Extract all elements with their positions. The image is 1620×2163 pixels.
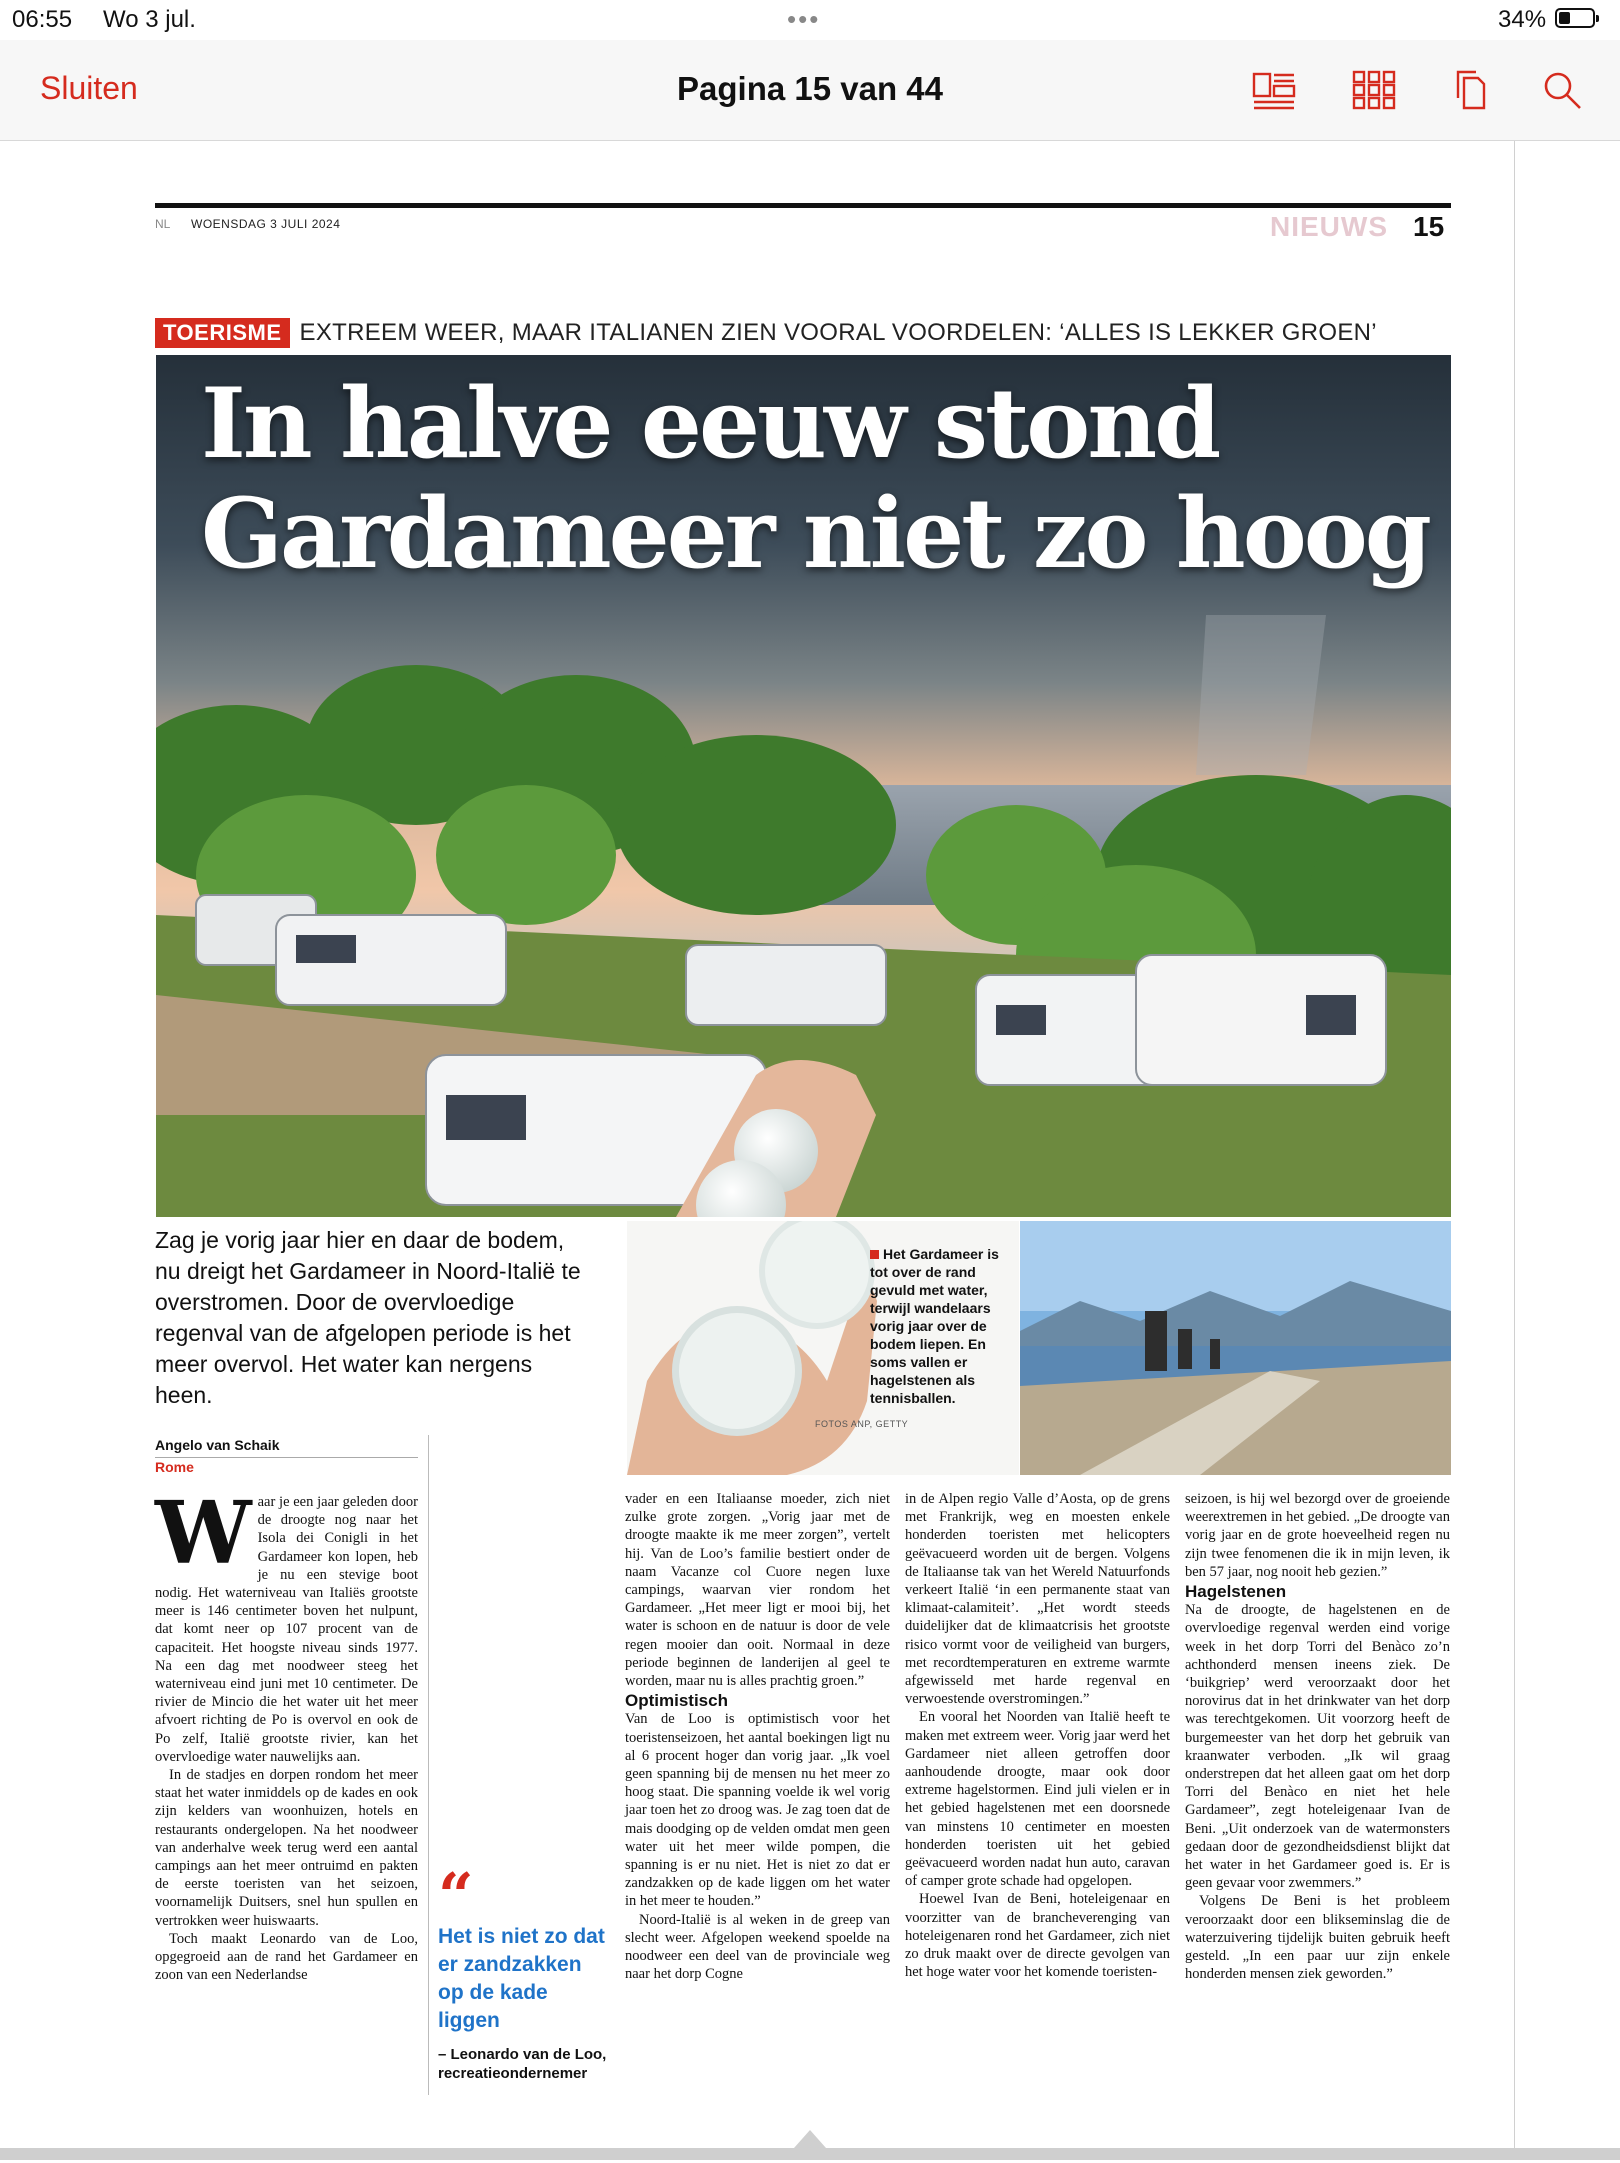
battery-percentage: 34% [1498, 6, 1547, 33]
grid-icon[interactable] [1352, 68, 1396, 112]
newspaper-page [155, 203, 1455, 2163]
layout-icon[interactable] [1252, 68, 1296, 112]
article-column-1 [155, 1483, 418, 1984]
subheading: Hagelstenen [1185, 1582, 1287, 1602]
paragraph: Volgens De Beni is het probleem veroorzaakt door een blikseminslag die de waterzuivering tijdelijk buiten gebruik heeft gesteld. „In een paar uur zijn enkele honderden mensen ziek geworden.” [1185, 1893, 1450, 1983]
column-divider [428, 1435, 429, 2095]
edition-label: NL [155, 217, 171, 231]
pull-quote-source: – Leonardo van de Loo, recreatieondernemer [438, 2046, 607, 2082]
page-indicator: Pagina 15 van 44 [677, 70, 943, 107]
page-date: WOENSDAG 3 JULI 2024 [191, 217, 341, 231]
headline [201, 369, 1429, 589]
paragraph: aar je een jaar geleden door de droogte nog naar het Isola dei Conigli in het Gardameer kon lopen, heb je nu een stevige boot nodig. Het waterniveau van Italiës grootste meer is 146 centimeter boven het nulpunt, dat komt neer op 107 procent van de capaciteit. Het hoogste niveau sinds 1977. Na een dag met noodweer steeg het waterniveau eind juni met 10 centimeter. De rivier de Mincio die het water uit het meer afvoert richting de Po is overvol en ook de Po zelf, Italië grootste rivier, kan het overvloedige water nauwelijks aan. [155, 1494, 418, 1765]
drop-cap: W [155, 1483, 252, 1584]
subheading: Optimistisch [625, 1691, 728, 1711]
pull-quote-text: Het is niet zo dat er zandzakken op de kade liggen [438, 1925, 605, 2032]
author-byline: Angelo van Schaik [155, 1437, 418, 1458]
header-rule [155, 203, 1451, 208]
paragraph: in de Alpen regio Valle d’Aosta, op de grens met Frankrijk, weg en moesten enkele honderden toeristen met helicopters geëvacueerd worden uit de bergen. Volgens de Italiaanse tak van het Wereld Natuurfonds verkeert Italië ‘in een permanente staat van klimaat-calamiteit’. „Het wordt steeds duidelijker dat de klimaatcrisis het grootste risico vormt voor de veiligheid van burgers, met recordtemperaturen en extreme warmte afgewisseld met harde regenval en verwoestende overstromingen.” [905, 1491, 1170, 1708]
pages-icon[interactable] [1450, 68, 1494, 112]
paragraph: Hoewel Ivan de Beni, hoteleigenaar en voorzitter van de brancheverenging van hoteleigenaren rond het Gardameer, zich niet zo druk maakt over de directe gevolgen van het hoge water voor het komende toeristen- [905, 1891, 1170, 1981]
page-scrubber[interactable] [0, 2148, 1620, 2160]
section-name: NIEUWS [1270, 211, 1388, 242]
article-column-3 [905, 1490, 1170, 1981]
battery-icon [1555, 8, 1595, 28]
quote-mark-icon: “ [438, 1859, 474, 1932]
paragraph: En vooral het Noorden van Italië heeft te maken met extreem weer. Vorig jaar werd het Gardameer niet alleen getroffen door aanhoudende droogte, maar ook door extreme hagelstormen. Eind juli vielen er in het gebied hagelstenen met een doorsnede van minstens 10 centimeter en moesten honderden toeristen uit het gebied geëvacueerd worden nadat hun auto, caravan of camper grote schade had opgelopen. [905, 1709, 1170, 1890]
headline-line-2: Gardameer niet zo hoog [201, 477, 1429, 590]
hero-photo [156, 355, 1451, 1217]
dry-lake-photo [1020, 1221, 1451, 1475]
paragraph: Noord-Italië is al weken in de greep van slecht weer. Afgelopen weekend spoelde na noodweer een deel van de provinciale weg naar het dorp Cogne [625, 1911, 890, 1983]
status-bar [0, 0, 1620, 40]
paragraph: vader en een Italiaanse moeder, zich niet zulke grote zorgen. „Vorig jaar met de droogte maakte ik me meer zorgen”, vertelt hij. Van de Loo’s familie bestiert onder de naam Vacanze col Cuore negen luxe campings, waarvan vier rondom het Gardameer. „Het meer ligt er mooi bij, het water is schoon en de natuur is door de vele regen mooier dan ooit. Normaal in deze periode beginnen de landerijen al geel te worden, maar nu is alles prachtig groen.” [625, 1491, 890, 1690]
caption-text: Het Gardameer is tot over de rand gevuld met water, terwijl wandelaars vorig jaar over de bodem liepen. En soms vallen er hagelstenen als tennisballen. [870, 1246, 999, 1406]
pull-quote [438, 1859, 613, 2083]
article-column-2 [625, 1490, 890, 1983]
paragraph: In de stadjes en dorpen rondom het meer staat het water inmiddels op de kades en ook zijn kelders van woonhuizen, hotels en restaurants ondergelopen. Na het noodweer van anderhalve week terug werd een aantal campings aan het meer ontruimd en pakten de eerste toeristen van het seizoen, voornamelijk Duitsers, snel hun spullen en vertrokken weer huiswaarts. [155, 1767, 418, 1929]
intro-text: Zag je vorig jaar hier en daar de bodem, nu dreigt het Gardameer in Noord-Italië te overstromen. Door de overvloedige regenval van de afgelopen periode is het meer overvol. Het water kan nergens heen. [155, 1227, 581, 1408]
headline-line-1: In halve eeuw stond [201, 367, 1219, 480]
multitasking-dots-icon[interactable]: ••• [787, 4, 821, 34]
status-date: Wo 3 jul. [103, 6, 196, 33]
kicker [155, 318, 1377, 348]
article-column-4 [1185, 1490, 1450, 1983]
paragraph: Na de droogte, de hagelstenen en de overvloedige regenval werden eind vorige week in het dorp Torri del Benàco zo’n achthonderd mensen ineens ziek. De ‘buikgriep’ werd veroorzaakt door het norovirus dat in het drinkwater van het dorp was terechtgekomen. Uit voorzorg heeft de burgemeester van het dorp het gebruik van kraanwater verboden. „Ik wil graag onderstrepen dat het alleen gaat om het dorp Torri del Benàco en niet het hele Gardameer”, zegt hoteleigenaar Ivan de Beni. „Uit onderzoek van de watermonsters gedaan door de gezondheidsdienst blijkt dat het water in het Gardameer goed is. Er is geen gevaar voor zwemmers.” [1185, 1602, 1450, 1892]
paragraph: Van de Loo is optimistisch voor het toeristenseizoen, het aantal boekingen ligt nu al 6 procent hoger dan vorig jaar. „Ik voel geen spanning bij de mensen nu het meer zo hoog staat. Die spanning voelde ik wel vorig jaar toen het zo droog was. Je zag toen dat de mais doodging op de velden omdat men geen water uit het meer wilde pompen, die spanning is er nu niet. Het is niet zo dat er zandzakken op de kade liggen om het water in het meer te houden.” [625, 1711, 890, 1910]
page-canvas[interactable] [0, 141, 1620, 2151]
page-number: 15 [1413, 211, 1445, 242]
photo-credit: FOTOS ANP, GETTY [815, 1419, 909, 1429]
photo-caption [870, 1245, 1010, 1407]
reader-toolbar [0, 40, 1620, 141]
page-scrubber-handle[interactable] [794, 2130, 826, 2148]
page-edge [1514, 141, 1515, 2151]
dateline-place: Rome [155, 1459, 194, 1475]
kicker-text: EXTREEM WEER, MAAR ITALIANEN ZIEN VOORAL VOORDELEN: ‘ALLES IS LEKKER GROEN’ [299, 319, 1377, 346]
close-button[interactable]: Sluiten [40, 70, 138, 106]
status-time: 06:55 [12, 6, 73, 33]
search-icon[interactable] [1540, 68, 1584, 112]
paragraph: seizoen, is hij wel bezorgd over de groeiende weerextremen in het gebied. „De droogte van vorig jaar en de grote hoeveelheid regen nu zijn twee fenomenen die ik in mijn leven, ik ben 57 jaar, nog nooit heb gezien.” [1185, 1491, 1450, 1580]
paragraph: Toch maakt Leonardo van de Loo, opgegroeid aan de rand het Gardameer en zoon van een Nederlandse [155, 1930, 418, 1984]
kicker-tag: TOERISME [155, 318, 290, 348]
